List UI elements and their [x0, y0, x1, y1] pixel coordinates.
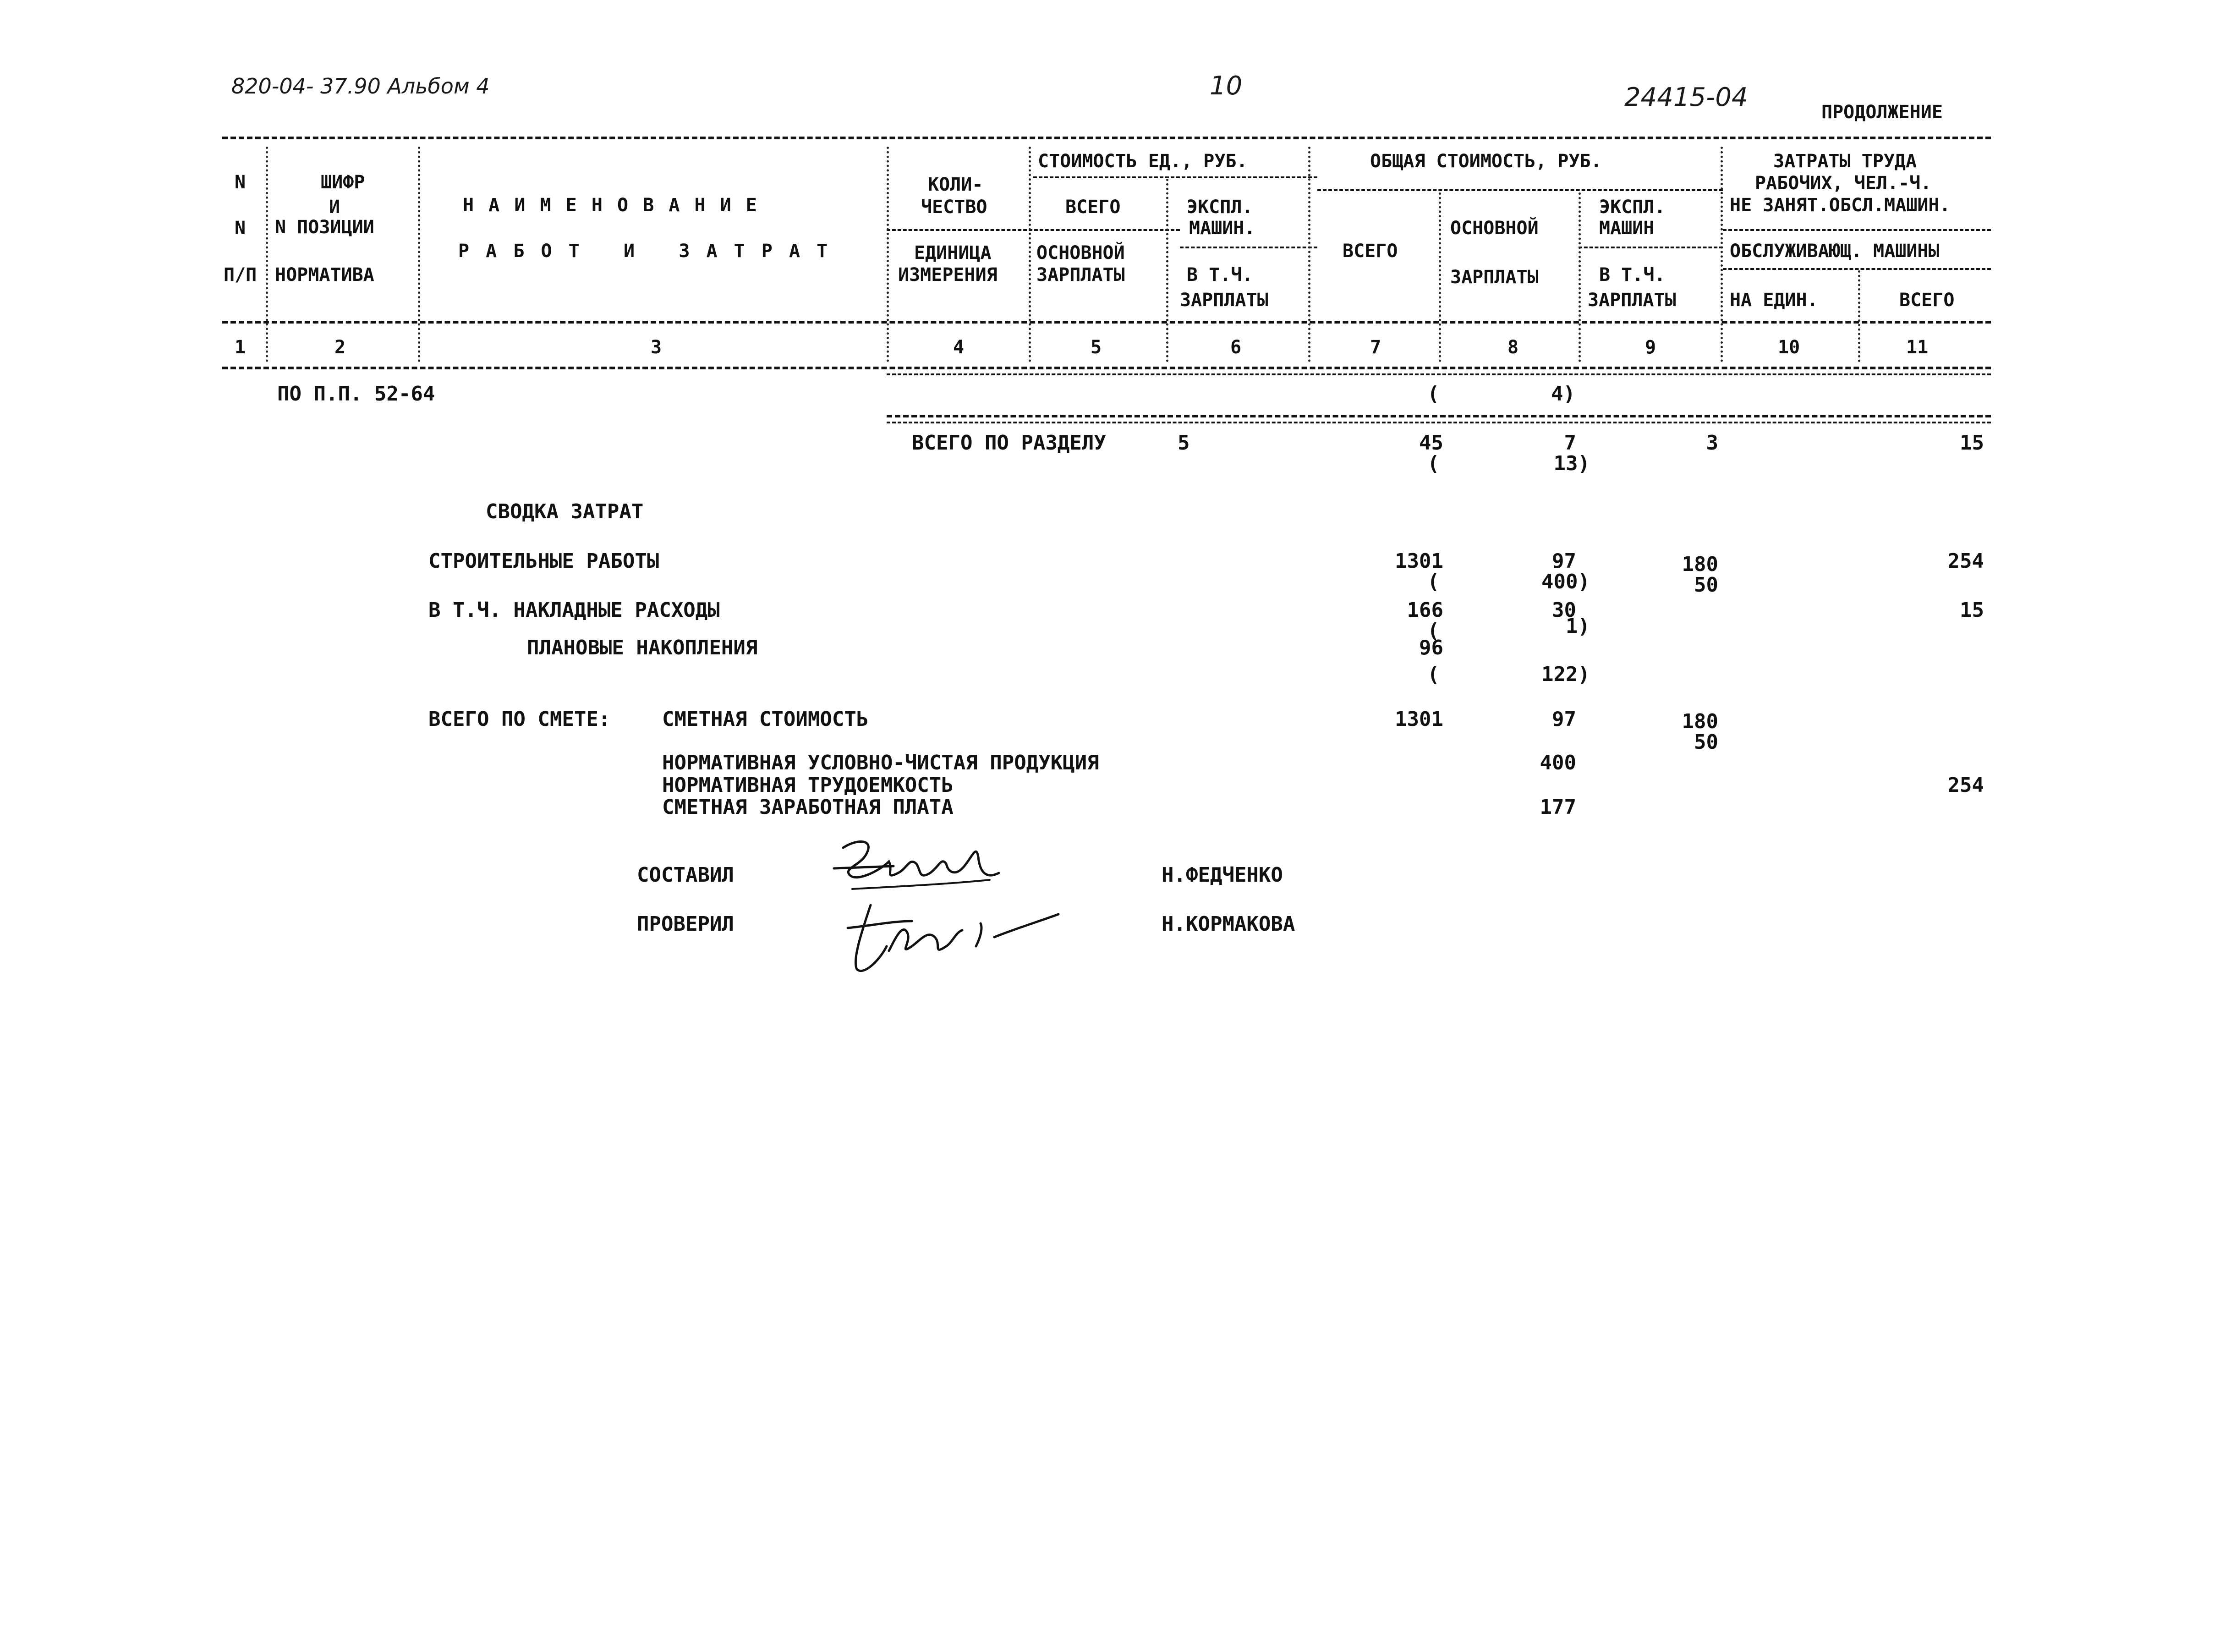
- section-total-c8: 7: [1564, 431, 1576, 455]
- col3-h1: Н А И М Е Н О В А Н И Е: [463, 195, 759, 216]
- col1-h2: N: [235, 218, 246, 239]
- col10-h1: НА ЕДИН.: [1730, 290, 1818, 311]
- col-number-5: 5: [1091, 337, 1102, 358]
- col8-h2: ЗАРПЛАТЫ: [1450, 267, 1539, 288]
- estimate-cost-c9: 180: [1682, 710, 1718, 733]
- col2-h3: N ПОЗИЦИИ: [275, 217, 374, 238]
- section-total-c7: 45: [1419, 431, 1443, 455]
- ref-label: ПО П.П. 52-64: [277, 382, 435, 406]
- header-bottom-rule: [222, 321, 1991, 324]
- unit-cost-group-rule: [1033, 176, 1317, 178]
- ref-paren-open: (: [1427, 382, 1440, 406]
- col3-h2: Р А Б О Т И З А Т Р А Т: [458, 241, 831, 262]
- overhead-c11: 15: [1960, 598, 1984, 622]
- overhead-label: В Т.Ч. НАКЛАДНЫЕ РАСХОДЫ: [428, 598, 720, 622]
- compiled-label: СОСТАВИЛ: [637, 863, 734, 887]
- col-sep-2: [418, 147, 420, 362]
- col1-h3: П/П: [224, 264, 257, 285]
- col-sep-1: [266, 147, 268, 362]
- summary-title: СВОДКА ЗАТРАТ: [486, 500, 644, 523]
- construction-c7-paren: (: [1427, 570, 1440, 593]
- col2-h2: И: [329, 197, 340, 218]
- section-total-rule-1: [887, 415, 1991, 417]
- col-sep-5: [1166, 179, 1168, 362]
- col5-h3: ЗАРПЛАТЫ: [1036, 264, 1125, 285]
- col7-h1: ВСЕГО: [1343, 241, 1398, 262]
- col-sep-7: [1439, 192, 1441, 362]
- col-number-4: 4: [953, 337, 965, 358]
- labor-group-title-3: НЕ ЗАНЯТ.ОБСЛ.МАШИН.: [1730, 195, 1951, 216]
- signature-checked: [843, 896, 1072, 988]
- checked-name: Н.КОРМАКОВА: [1162, 912, 1295, 936]
- col9-h2: МАШИН: [1599, 218, 1655, 239]
- machine-subheader-rule: [1180, 247, 1317, 248]
- col-number-9: 9: [1645, 337, 1656, 358]
- total-cost-group-rule: [1317, 189, 1723, 191]
- planned-c7: 96: [1419, 636, 1443, 659]
- col-number-11: 11: [1906, 337, 1929, 358]
- total-cost-group-title: ОБЩАЯ СТОИМОСТЬ, РУБ.: [1370, 151, 1602, 172]
- col8-h1: ОСНОВНОЙ: [1450, 218, 1539, 239]
- construction-c9: 180: [1682, 553, 1718, 576]
- section-total-number: 5: [1178, 431, 1190, 455]
- overhead-c8-paren: 1): [1566, 615, 1590, 638]
- col6-h3: В Т.Ч.: [1187, 264, 1253, 285]
- overhead-c8: 30: [1552, 598, 1576, 622]
- col-sep-9: [1721, 147, 1723, 362]
- labor-group-title-2: РАБОЧИХ, ЧЕЛ.-Ч.: [1755, 173, 1932, 194]
- col6-h1: ЭКСПЛ.: [1187, 197, 1253, 218]
- col2-h1: ШИФР: [321, 172, 365, 193]
- section-total-rule-2: [887, 422, 1991, 423]
- col6-h2: МАШИН.: [1189, 218, 1255, 239]
- col-number-8: 8: [1507, 337, 1519, 358]
- col-number-2: 2: [334, 337, 346, 358]
- doc-number: 24415-04: [1624, 82, 1748, 112]
- estimate-cost-c9b: 50: [1694, 730, 1718, 754]
- construction-label: СТРОИТЕЛЬНЫЕ РАБОТЫ: [428, 549, 659, 573]
- planned-c7-paren: (: [1427, 663, 1440, 686]
- col9-h1: ЭКСПЛ.: [1599, 197, 1666, 218]
- section-total-c9: 3: [1706, 431, 1718, 455]
- numbers-bottom-rule: [222, 367, 1991, 369]
- section-total-c8-paren: 13): [1553, 452, 1590, 475]
- section-total-c11: 15: [1960, 431, 1984, 455]
- planned-c8-paren: 122): [1541, 663, 1590, 686]
- estimate-cost-c8: 97: [1552, 708, 1576, 731]
- estimate-wage-c8: 177: [1540, 796, 1576, 819]
- checked-label: ПРОВЕРИЛ: [637, 912, 734, 936]
- construction-c8-paren: 400): [1541, 570, 1590, 593]
- col-number-7: 7: [1370, 337, 1381, 358]
- overhead-c7: 166: [1407, 598, 1443, 622]
- col9-h3: В Т.Ч.: [1599, 264, 1666, 285]
- labor-intensity-c11: 254: [1947, 774, 1984, 797]
- col5-h1: ВСЕГО: [1065, 197, 1121, 218]
- ref-paren-value: 4): [1551, 382, 1575, 406]
- col4-h2: ЧЕСТВО: [921, 197, 987, 218]
- section-total-c7-paren: (: [1427, 452, 1440, 475]
- col-sep-6: [1308, 147, 1310, 362]
- estimate-total-label: ВСЕГО ПО СМЕТЕ:: [428, 708, 611, 731]
- machine-total-subheader-rule: [1579, 247, 1723, 248]
- service-group-title: ОБСЛУЖИВАЮЩ. МАШИНЫ: [1730, 241, 1940, 262]
- unit-subheader-rule: [887, 229, 1180, 231]
- col4-h4: ИЗМЕРЕНИЯ: [898, 264, 998, 285]
- body-rule-1: [887, 373, 1991, 375]
- estimate-wage-label: СМЕТНАЯ ЗАРАБОТНАЯ ПЛАТА: [662, 796, 954, 819]
- labor-group-rule: [1723, 229, 1991, 231]
- page-number: 10: [1210, 71, 1243, 101]
- doc-code: 820-04- 37.90 Альбом 4: [231, 74, 490, 99]
- col9-h4: ЗАРПЛАТЫ: [1588, 290, 1676, 311]
- col-number-3: 3: [651, 337, 662, 358]
- overhead-c7-paren: (: [1427, 619, 1440, 642]
- col-number-1: 1: [235, 337, 246, 358]
- unit-cost-group-title: СТОИМОСТЬ ЕД., РУБ.: [1038, 151, 1248, 172]
- construction-c9b: 50: [1694, 573, 1718, 597]
- estimate-cost-label: СМЕТНАЯ СТОИМОСТЬ: [662, 708, 869, 731]
- planned-label: ПЛАНОВЫЕ НАКОПЛЕНИЯ: [527, 636, 758, 659]
- col-sep-4: [1029, 147, 1031, 362]
- col6-h4: ЗАРПЛАТЫ: [1180, 290, 1268, 311]
- col1-h1: N: [235, 172, 246, 193]
- col-sep-8: [1579, 192, 1581, 362]
- col11-h1: ВСЕГО: [1899, 290, 1955, 311]
- col5-h2: ОСНОВНОЙ: [1036, 242, 1125, 263]
- construction-c11: 254: [1947, 549, 1984, 573]
- net-product-label: НОРМАТИВНАЯ УСЛОВНО-ЧИСТАЯ ПРОДУКЦИЯ: [662, 751, 1099, 774]
- col4-h3: ЕДИНИЦА: [914, 242, 992, 263]
- labor-group-title-1: ЗАТРАТЫ ТРУДА: [1773, 151, 1917, 172]
- col-sep-10: [1858, 270, 1860, 362]
- estimate-cost-c7: 1301: [1395, 708, 1443, 731]
- col4-h1: КОЛИ-: [928, 174, 983, 195]
- continuation-label: ПРОДОЛЖЕНИЕ: [1821, 102, 1943, 123]
- section-total-label: ВСЕГО ПО РАЗДЕЛУ: [912, 431, 1106, 455]
- table-top-rule: [222, 137, 1991, 139]
- col-number-10: 10: [1778, 337, 1800, 358]
- labor-intensity-label: НОРМАТИВНАЯ ТРУДОЕМКОСТЬ: [662, 774, 954, 797]
- construction-c7: 1301: [1395, 549, 1443, 573]
- col-number-6: 6: [1230, 337, 1242, 358]
- construction-c8: 97: [1552, 549, 1576, 573]
- net-product-c8: 400: [1540, 751, 1576, 774]
- compiled-name: Н.ФЕДЧЕНКО: [1162, 863, 1283, 887]
- service-subheader-rule: [1723, 268, 1991, 270]
- col2-h4: НОРМАТИВА: [275, 264, 374, 285]
- col-sep-3: [887, 147, 889, 362]
